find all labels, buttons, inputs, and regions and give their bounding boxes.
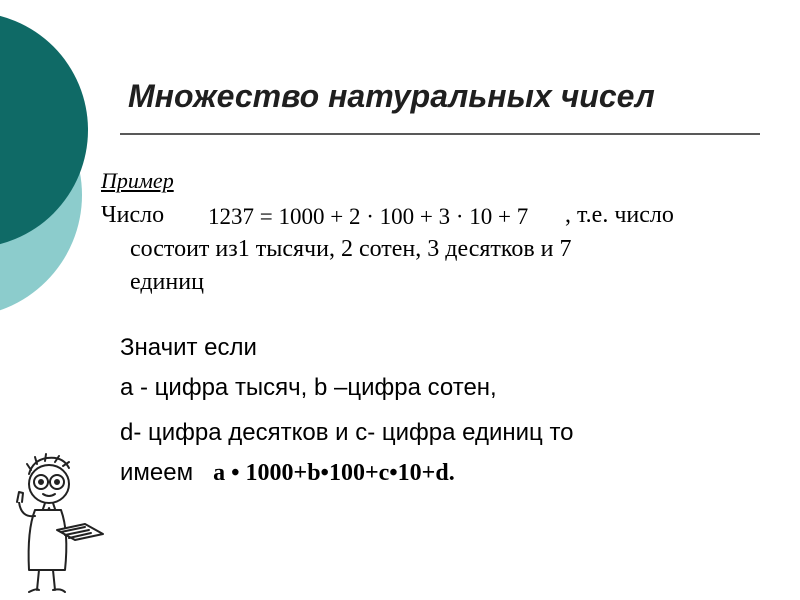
conclusion-line-2: а - цифра тысяч, b –цифра сотен, (120, 374, 497, 401)
conclusion-line-4 (120, 459, 455, 487)
decorative-circles (0, 0, 120, 330)
slide-title: Множество натуральных чисел (128, 78, 655, 114)
number-trail: , т.е. число (565, 202, 674, 228)
conclusion-lead: имеем (120, 459, 194, 486)
explanation-line-3: единиц (130, 269, 204, 295)
number-formula: 1237 = 1000 + 2 · 100 + 3 · 10 + 7 (208, 204, 529, 229)
number-lead: Число (101, 202, 165, 228)
professor-with-book-icon (5, 452, 105, 597)
explanation-line-2: состоит из1 тысячи, 2 сотен, 3 десятков и 7 (130, 236, 572, 262)
conclusion-line-1: Значит если (120, 334, 257, 361)
title-divider (120, 133, 760, 135)
example-label: Пример (101, 168, 174, 193)
conclusion-line-3: d- цифра десятков и с- цифра единиц то (120, 419, 574, 446)
digit-formula: a • 1000+b•100+c•10+d. (213, 460, 455, 486)
